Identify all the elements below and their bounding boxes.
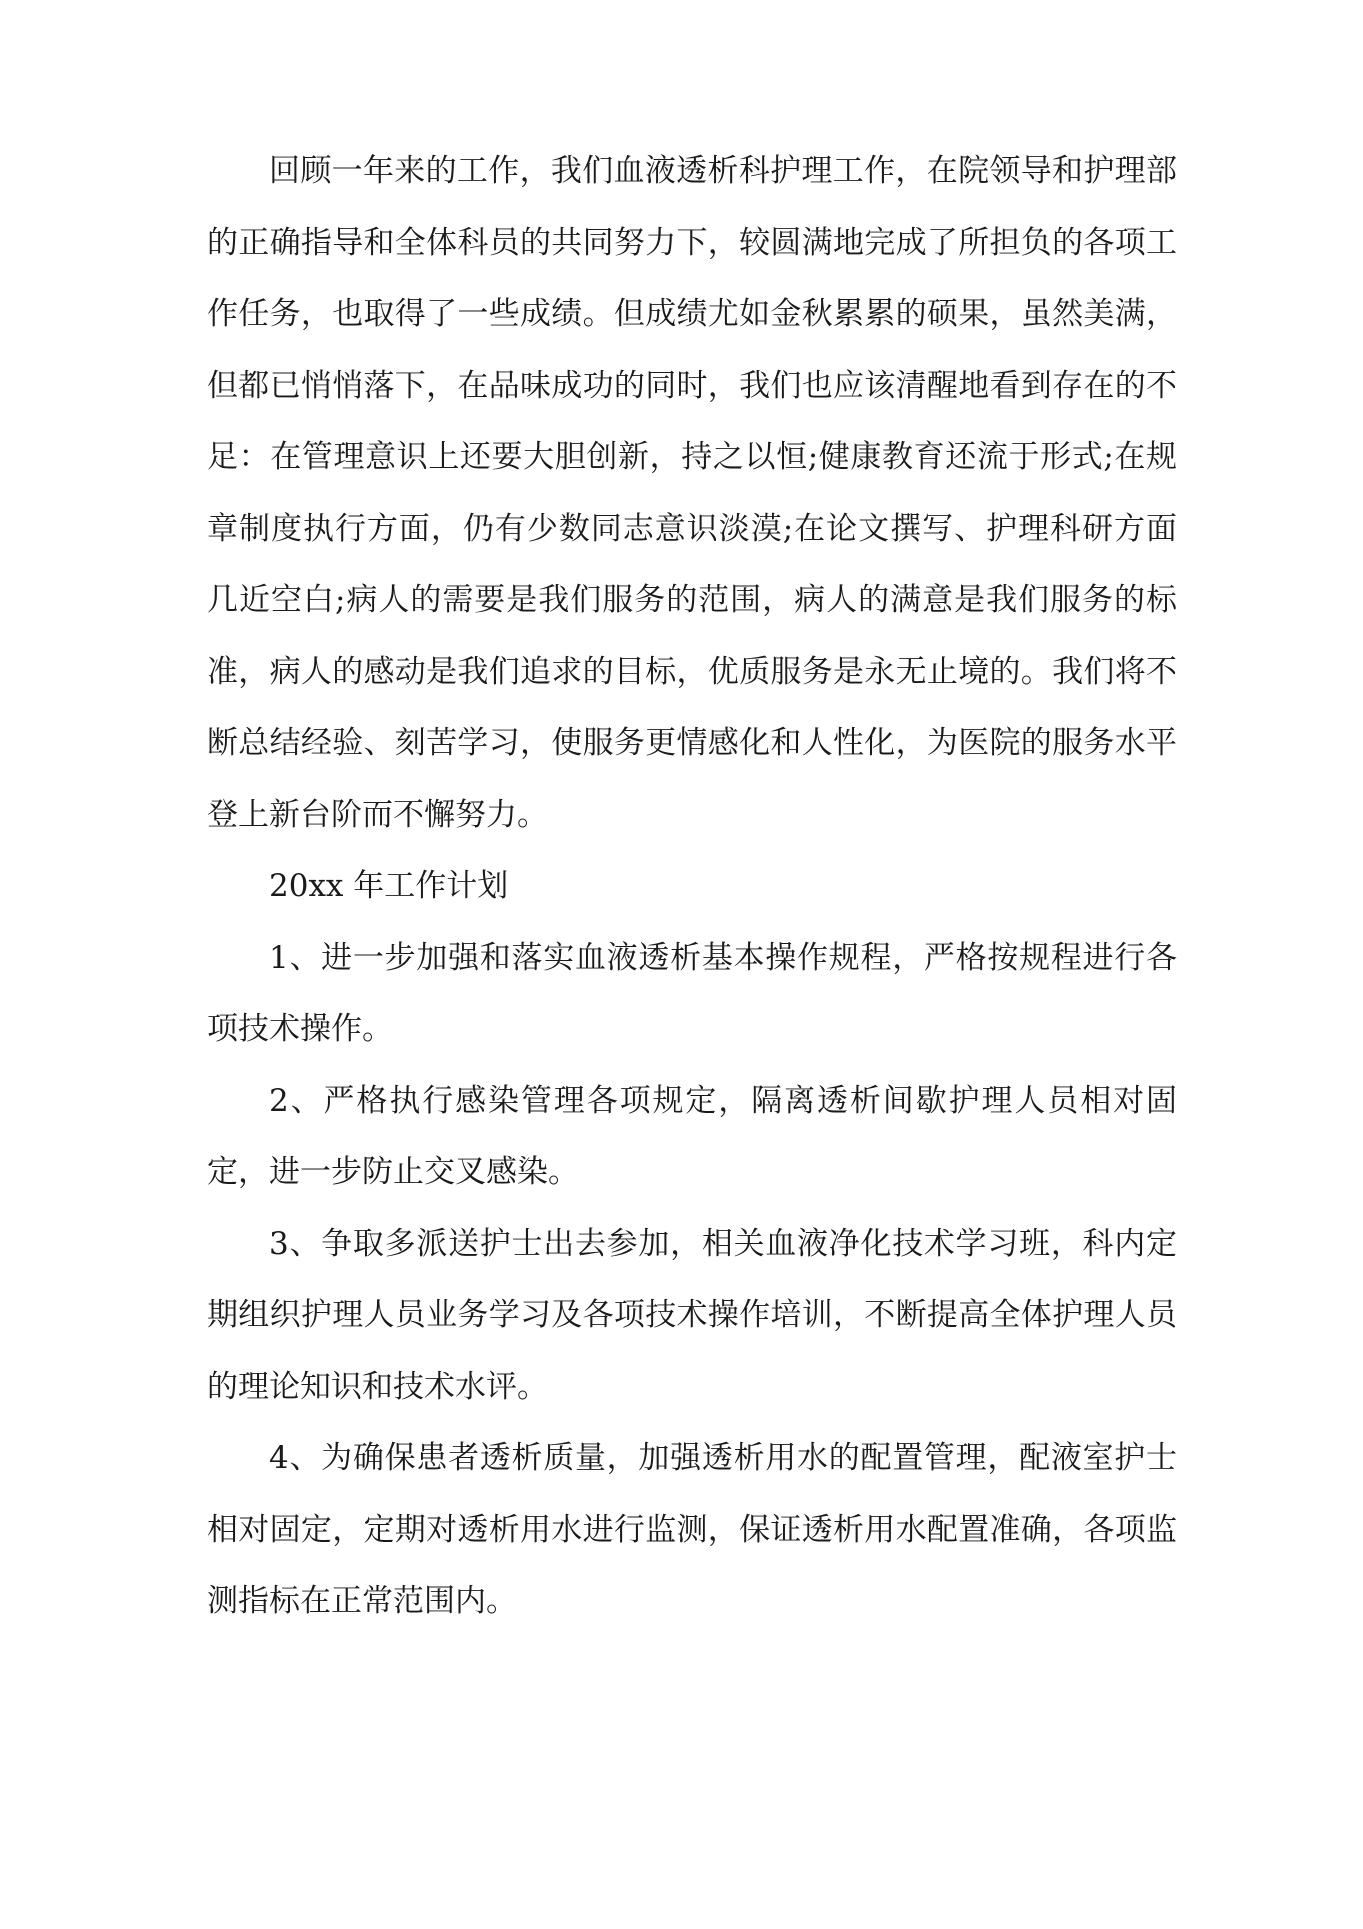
plan-item-1: 1、进一步加强和落实血液透析基本操作规程，严格按规程进行各项技术操作。 xyxy=(207,939,1177,1047)
document-body xyxy=(207,136,1177,1638)
review-paragraph: 回顾一年来的工作，我们血液透析科护理工作，在院领导和护理部的正确指导和全体科员的共同努力下，较圆满地完成了所担负的各项工作任务，也取得了一些成绩。但成绩尤如金秋累累的硕果，虽然美满，但都已悄悄落下，在品味成功的同时，我们也应该清醒地看到存在的不足：在管理意识上还要大胆创新，持之以恒;健康教育还流于形式;在规章制度执行方面，仍有少数同志意识淡漠;在论文撰写、护理科研方面几近空白;病人的需要是我们服务的范围，病人的满意是我们服务的标准，病人的感动是我们追求的目标，优质服务是永无止境的。我们将不断总结经验、刻苦学习，使服务更情感化和人性化，为医院的服务水平登上新台阶而不懈努力。 xyxy=(207,153,1177,833)
plan-item-2: 2、严格执行感染管理各项规定，隔离透析间歇护理人员相对固定，进一步防止交叉感染。 xyxy=(207,1082,1177,1190)
plan-item-4: 4、为确保患者透析质量，加强透析用水的配置管理，配液室护士相对固定，定期对透析用水进行监测，保证透析用水配置准确，各项监测指标在正常范围内。 xyxy=(207,1440,1177,1619)
plan-heading: 20xx 年工作计划 xyxy=(269,868,509,904)
plan-item-3: 3、争取多派送护士出去参加，相关血液净化技术学习班，科内定期组织护理人员业务学习及各项技术操作培训，不断提高全体护理人员的理论知识和技术水评。 xyxy=(207,1225,1177,1405)
